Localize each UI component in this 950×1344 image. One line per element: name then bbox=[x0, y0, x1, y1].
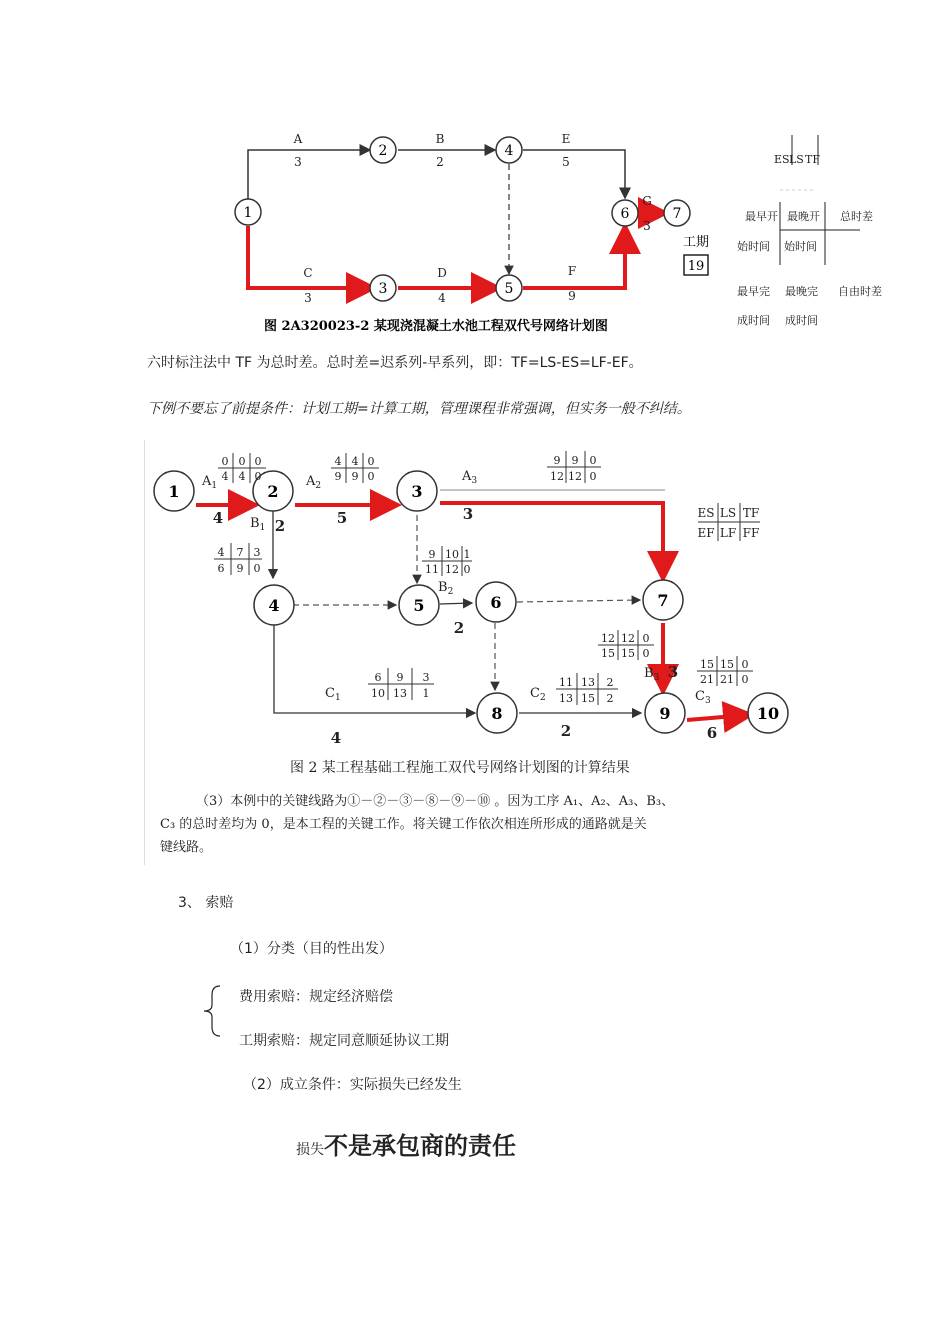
svg-text:2: 2 bbox=[453, 619, 465, 637]
legend-es: ES bbox=[774, 153, 790, 166]
arrow-a bbox=[248, 150, 370, 200]
svg-text:9: 9 bbox=[553, 454, 561, 467]
svg-text:3: 3 bbox=[667, 663, 679, 681]
svg-text:A1: $A_1$ bbox=[202, 474, 218, 491]
svg-text:4: 4 bbox=[217, 546, 225, 559]
diagram2-caption: 图 2 某工程基础工程施工双代号网络计划图的计算结果 bbox=[290, 760, 630, 776]
svg-text:6: 6 bbox=[217, 562, 225, 575]
svg-text:EF: EF bbox=[697, 526, 715, 540]
legend-text: 始时间 bbox=[784, 240, 817, 253]
svg-text:9: 9 bbox=[236, 562, 244, 575]
svg-text:B2: $B_2$ bbox=[438, 580, 454, 597]
svg-text:4: 4 bbox=[221, 470, 229, 483]
svg-text:C1: $C_1$ bbox=[325, 686, 341, 703]
node-label: 6 bbox=[620, 206, 630, 222]
paragraph-tf: 六时标注法中 TF 为总时差。总时差=迟系列-早系列，即：TF=LS-ES=LF-EF。 bbox=[147, 355, 643, 371]
svg-text:A3: $A_3$ bbox=[462, 469, 478, 486]
svg-text:3: 3 bbox=[253, 546, 261, 559]
node-label: 7 bbox=[657, 591, 669, 610]
svg-text:12: 12 bbox=[621, 632, 635, 645]
duration-label: 工期 bbox=[682, 235, 710, 250]
legend-text: 自由时差 bbox=[838, 285, 882, 298]
legend-text: 始时间 bbox=[737, 240, 770, 253]
svg-text:15: 15 bbox=[700, 658, 714, 671]
svg-text:0: 0 bbox=[463, 563, 471, 576]
svg-text:6: 6 bbox=[706, 724, 718, 742]
svg-text:4: 4 bbox=[238, 470, 246, 483]
svg-text:9: 9 bbox=[428, 548, 436, 561]
node-label: 5 bbox=[504, 281, 514, 297]
svg-text:B3: $B_3$ bbox=[644, 666, 660, 683]
svg-text:C2: $C_2$ bbox=[530, 686, 546, 703]
svg-text:10: 10 bbox=[371, 687, 385, 700]
diagram1-caption: 图 2A320023-2 某现浇混凝土水池工程双代号网络计划图 bbox=[264, 319, 608, 334]
svg-text:2: 2 bbox=[274, 517, 286, 535]
critical-path-text: （3）本例中的关键线路为①－②－③－⑧－⑨－⑩ 。因为工序 A₁、A₂、A₃、B₃、 bbox=[196, 794, 675, 809]
svg-text:4: 4 bbox=[212, 509, 224, 527]
svg-text:15: 15 bbox=[621, 647, 635, 660]
critical-path-text-2: C₃ 的总时差均为 0，是本工程的关键工作。将关键工作依次相连所形成的通路就是关 键线路。 bbox=[160, 817, 647, 855]
svg-text:FF: FF bbox=[742, 526, 760, 540]
svg-text:0: 0 bbox=[253, 562, 261, 575]
activity-label: G bbox=[642, 194, 652, 208]
svg-text:0: 0 bbox=[254, 470, 262, 483]
svg-text:7: 7 bbox=[236, 546, 244, 559]
legend-text: 最晚完 bbox=[785, 285, 818, 298]
svg-text:3: 3 bbox=[422, 671, 430, 684]
network-diagram-1 bbox=[220, 120, 720, 345]
svg-text:0: 0 bbox=[589, 454, 597, 467]
loss-condition: 损失不是承包商的责任 bbox=[296, 1132, 516, 1160]
svg-text:13: 13 bbox=[581, 676, 595, 689]
svg-text:2: 2 bbox=[606, 692, 614, 705]
node-label: 2 bbox=[378, 143, 388, 159]
svg-text:0: 0 bbox=[741, 673, 749, 686]
svg-text:15: 15 bbox=[720, 658, 734, 671]
svg-text:12: 12 bbox=[445, 563, 459, 576]
svg-text:C3: $C_3$ bbox=[695, 689, 711, 706]
activity-duration: 3 bbox=[294, 155, 302, 169]
legend-text: 成时间 bbox=[737, 314, 770, 327]
svg-text:9: 9 bbox=[396, 671, 404, 684]
activity-duration: 9 bbox=[568, 289, 576, 303]
svg-text:9: 9 bbox=[334, 470, 342, 483]
scan-edge bbox=[144, 440, 145, 865]
svg-text:9: 9 bbox=[571, 454, 579, 467]
legend-text: 成时间 bbox=[785, 314, 818, 327]
svg-text:1: 1 bbox=[463, 548, 471, 561]
network-diagram-2 bbox=[150, 445, 800, 780]
activity-label: A bbox=[293, 132, 303, 146]
activity-label: E bbox=[561, 132, 571, 146]
svg-text:4: 4 bbox=[334, 455, 342, 468]
arrow-f bbox=[523, 230, 625, 288]
legend-text: 最早完 bbox=[737, 285, 770, 298]
node-label: 10 bbox=[756, 704, 780, 723]
svg-text:2: 2 bbox=[560, 722, 572, 740]
svg-text:15: 15 bbox=[581, 692, 595, 705]
paragraph-note: 下例不要忘了前提条件：计划工期=计算工期，管理课程非常强调，但实务一般不纠结。 bbox=[147, 401, 691, 417]
svg-text:TF: TF bbox=[742, 506, 760, 520]
svg-text:0: 0 bbox=[254, 455, 262, 468]
activity-duration: 2 bbox=[436, 155, 444, 169]
svg-text:9: 9 bbox=[351, 470, 359, 483]
svg-text:0: 0 bbox=[367, 455, 375, 468]
list-item: 工期索赔：规定同意顺延协议工期 bbox=[239, 1033, 449, 1049]
svg-text:1: 1 bbox=[422, 687, 430, 700]
activity-duration: 3 bbox=[643, 219, 651, 233]
subsection-classification: （1）分类（目的性出发） bbox=[230, 941, 393, 957]
svg-text:12: 12 bbox=[568, 470, 582, 483]
activity-label: D bbox=[437, 266, 447, 280]
svg-text:13: 13 bbox=[393, 687, 407, 700]
svg-text:6: 6 bbox=[374, 671, 382, 684]
legend-text: 最晚开 bbox=[787, 210, 820, 223]
node-label: 7 bbox=[672, 206, 682, 222]
activity-duration: 5 bbox=[562, 155, 570, 169]
activity-label: C bbox=[303, 266, 313, 280]
node-label: 2 bbox=[267, 482, 279, 501]
legend-tf: TF bbox=[805, 153, 820, 166]
svg-text:12: 12 bbox=[550, 470, 564, 483]
svg-text:10: 10 bbox=[445, 548, 459, 561]
svg-text:13: 13 bbox=[559, 692, 573, 705]
activity-label: B bbox=[435, 132, 445, 146]
six-time-legend bbox=[730, 130, 900, 330]
svg-text:11: 11 bbox=[559, 676, 573, 689]
svg-text:4: 4 bbox=[351, 455, 359, 468]
svg-text:2: 2 bbox=[606, 676, 614, 689]
node-label: 5 bbox=[413, 596, 425, 615]
svg-text:0: 0 bbox=[221, 455, 229, 468]
svg-text:0: 0 bbox=[238, 455, 246, 468]
node-label: 4 bbox=[268, 596, 280, 615]
arrow-e bbox=[523, 150, 625, 198]
node-label: 6 bbox=[490, 593, 502, 612]
svg-text:0: 0 bbox=[642, 632, 650, 645]
activity-duration: 4 bbox=[438, 291, 446, 305]
brace-icon bbox=[200, 983, 240, 1039]
list-item: 费用索赔：规定经济赔偿 bbox=[239, 989, 393, 1005]
svg-text:15: 15 bbox=[601, 647, 615, 660]
node-label: 4 bbox=[504, 143, 514, 159]
svg-text:0: 0 bbox=[367, 470, 375, 483]
svg-text:LS: LS bbox=[719, 506, 737, 520]
svg-text:A2: $A_2$ bbox=[306, 474, 322, 491]
node-label: 1 bbox=[243, 205, 253, 221]
svg-text:ES: ES bbox=[697, 506, 715, 520]
svg-text:3: 3 bbox=[462, 505, 474, 523]
legend-ls: LS bbox=[789, 153, 804, 166]
duration-value: 19 bbox=[687, 259, 705, 274]
activity-duration: 3 bbox=[304, 291, 312, 305]
svg-text:0: 0 bbox=[642, 647, 650, 660]
svg-text:11: 11 bbox=[425, 563, 439, 576]
svg-text:0: 0 bbox=[589, 470, 597, 483]
svg-text:B1: $B_1$ bbox=[250, 516, 266, 533]
section-heading: 3、 索赔 bbox=[178, 895, 234, 911]
legend-text: 总时差 bbox=[840, 210, 873, 223]
svg-text:12: 12 bbox=[601, 632, 615, 645]
legend-text: 最早开 bbox=[745, 210, 778, 223]
node-label: 3 bbox=[378, 281, 388, 297]
svg-text:21: 21 bbox=[720, 673, 734, 686]
svg-text:4: 4 bbox=[330, 729, 342, 747]
svg-text:5: 5 bbox=[336, 509, 348, 527]
svg-text:LF: LF bbox=[719, 526, 737, 540]
node-label: 8 bbox=[491, 704, 503, 723]
node-label: 1 bbox=[168, 482, 180, 501]
svg-text:21: 21 bbox=[700, 673, 714, 686]
node-label: 3 bbox=[411, 482, 423, 501]
activity-label: F bbox=[567, 264, 577, 278]
svg-text:0: 0 bbox=[741, 658, 749, 671]
node-label: 9 bbox=[659, 704, 671, 723]
subsection-conditions: （2）成立条件：实际损失已经发生 bbox=[243, 1077, 462, 1093]
